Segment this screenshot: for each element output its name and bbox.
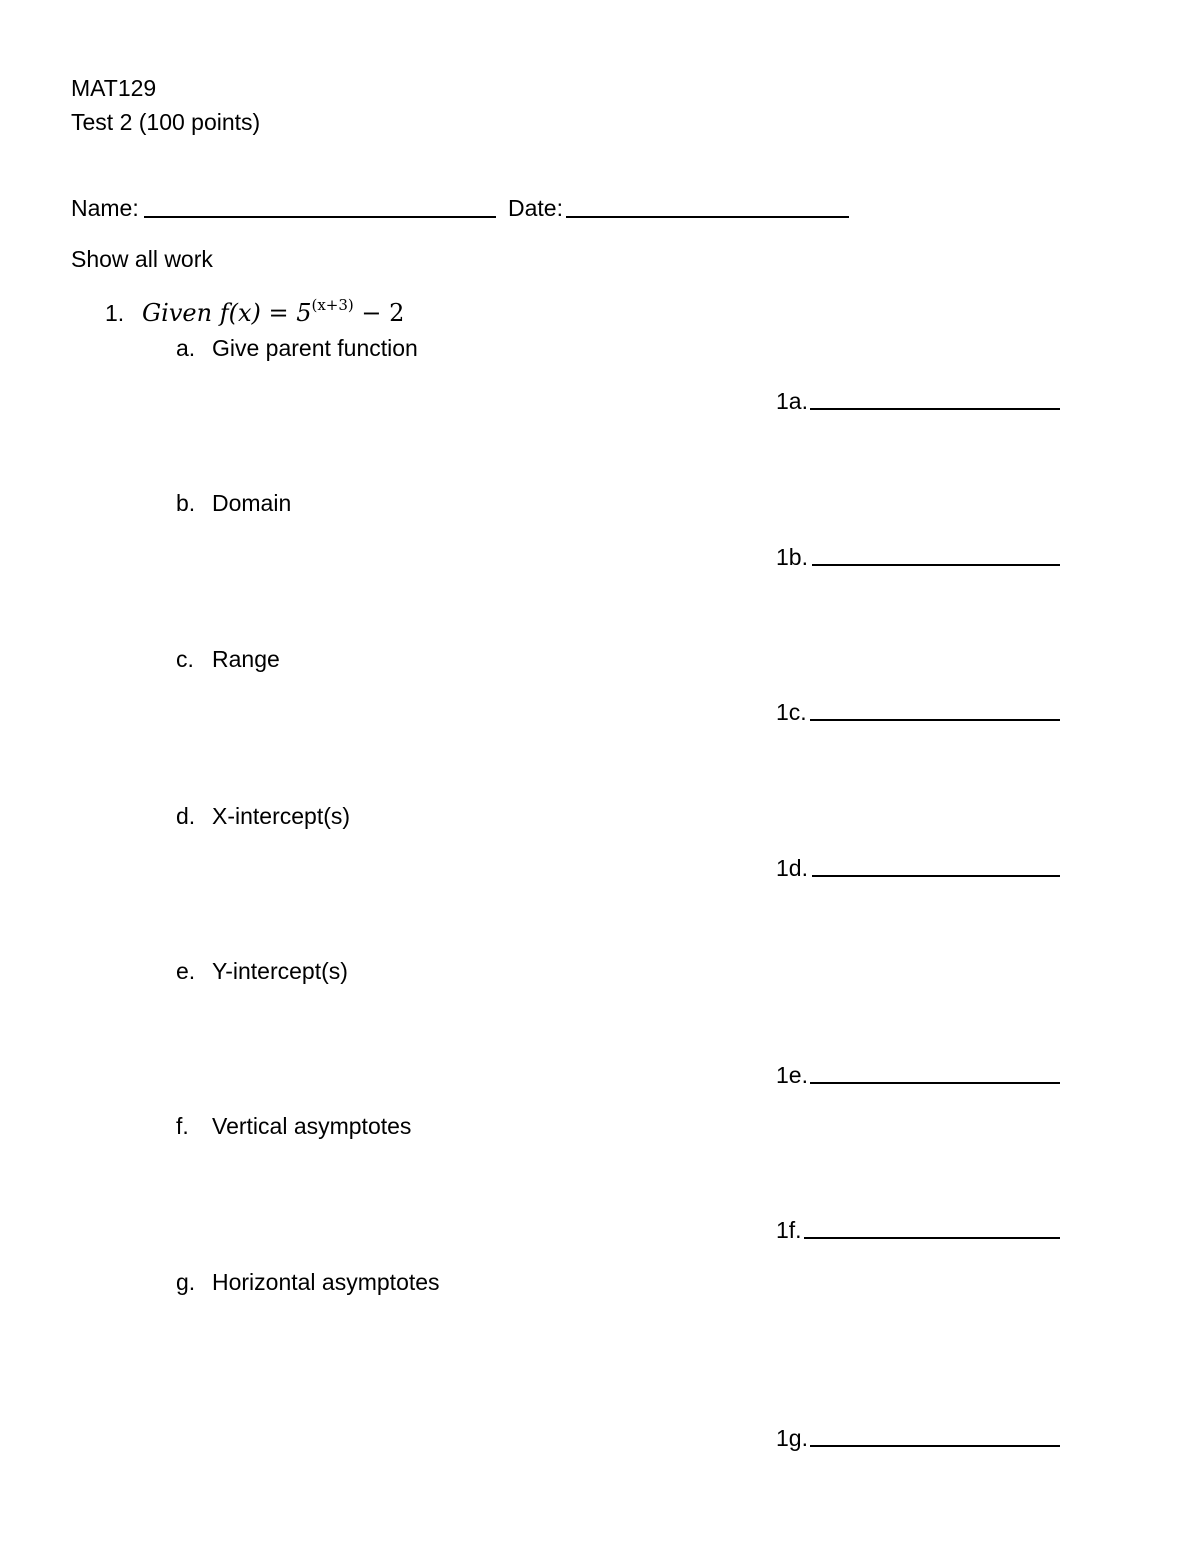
answer-label-1g: 1g. — [776, 1425, 808, 1451]
part-letter: e. — [176, 958, 196, 984]
answer-field-1f[interactable] — [804, 1237, 1060, 1239]
part-e — [176, 960, 348, 983]
answer-label-1a: 1a. — [776, 388, 808, 414]
part-text: Give parent function — [212, 335, 418, 361]
answer-label-1c: 1c. — [776, 699, 807, 725]
question-number: 1. — [105, 300, 125, 326]
answer-field-1a[interactable] — [810, 408, 1060, 410]
answer-field-1g[interactable] — [810, 1445, 1060, 1447]
part-letter: d. — [176, 803, 196, 829]
answer-label-1d: 1d. — [776, 855, 808, 881]
part-c — [176, 648, 280, 671]
answer-field-1e[interactable] — [810, 1082, 1060, 1084]
part-text: Y-intercept(s) — [212, 958, 348, 984]
function-lhs: f(x) = 5 — [219, 299, 312, 327]
answer-label-1e: 1e. — [776, 1062, 808, 1088]
given-word: Given — [142, 299, 213, 327]
date-field[interactable] — [566, 216, 849, 218]
answer-field-1c[interactable] — [810, 719, 1060, 721]
course-title: MAT129 — [71, 75, 157, 101]
part-text: X-intercept(s) — [212, 803, 351, 829]
part-b — [176, 492, 291, 515]
name-field[interactable] — [144, 216, 496, 218]
test-title: Test 2 (100 points) — [71, 109, 261, 135]
answer-field-1d[interactable] — [812, 875, 1060, 877]
function-exponent: (x+3) — [311, 296, 354, 314]
function-tail: − 2 — [361, 299, 405, 327]
date-label: Date: — [508, 195, 563, 221]
question-function — [142, 296, 405, 327]
part-letter: a. — [176, 335, 196, 361]
answer-label-1f: 1f. — [776, 1217, 802, 1243]
part-text: Horizontal asymptotes — [212, 1269, 440, 1295]
part-text: Domain — [212, 490, 292, 516]
name-label: Name: — [71, 195, 139, 221]
part-text: Range — [212, 646, 280, 672]
part-g — [176, 1271, 440, 1294]
part-letter: f. — [176, 1113, 189, 1139]
part-d — [176, 805, 350, 828]
instructions: Show all work — [71, 246, 213, 272]
part-letter: b. — [176, 490, 196, 516]
part-letter: c. — [176, 646, 194, 672]
part-a — [176, 337, 418, 360]
answer-label-1b: 1b. — [776, 544, 808, 570]
answer-field-1b[interactable] — [812, 564, 1060, 566]
part-text: Vertical asymptotes — [212, 1113, 412, 1139]
part-letter: g. — [176, 1269, 196, 1295]
part-f — [176, 1115, 411, 1138]
